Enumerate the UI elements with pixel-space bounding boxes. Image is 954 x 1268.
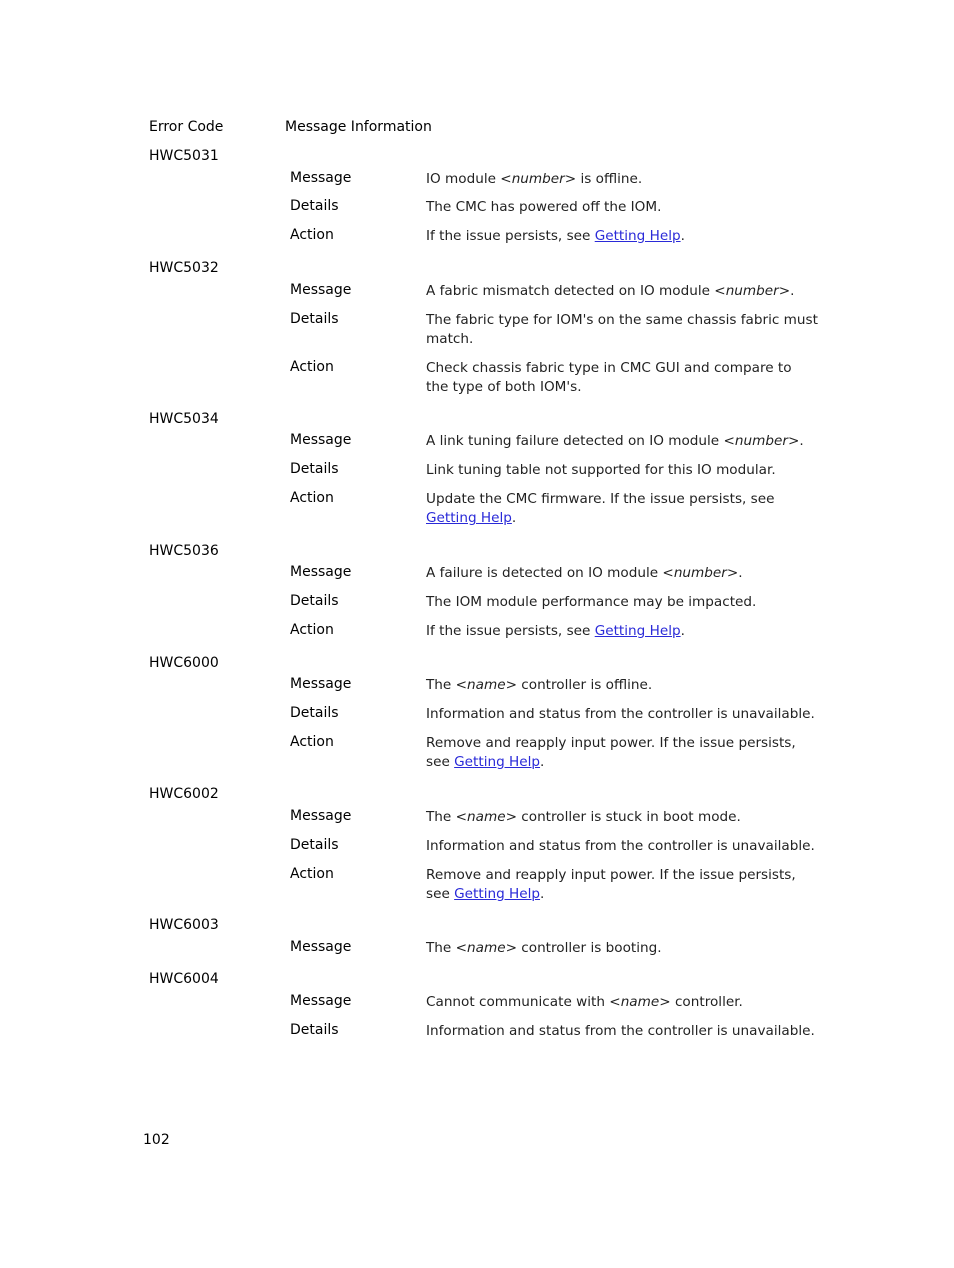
action-text: Remove and reapply input power. If the issue persists, see Getting Help. <box>426 735 796 770</box>
action-text: Check chassis fabric type in CMC GUI and compare to the type of both IOM's. <box>426 360 792 395</box>
placeholder-variable: name <box>467 677 506 693</box>
details-text: Link tuning table not supported for this IO modular. <box>426 462 776 478</box>
details-label: Details <box>290 311 339 327</box>
action-label: Action <box>290 359 334 375</box>
error-code: HWC6002 <box>149 786 219 802</box>
error-code: HWC5031 <box>149 148 219 164</box>
column-header-message-information: Message Information <box>285 119 432 135</box>
placeholder-variable: number <box>511 171 565 187</box>
error-code: HWC6000 <box>149 655 219 671</box>
placeholder-variable: name <box>620 994 660 1010</box>
action-text: Update the CMC firmware. If the issue persists, see Getting Help. <box>426 491 775 526</box>
action-label: Action <box>290 227 334 243</box>
message-label: Message <box>290 993 352 1009</box>
getting-help-link[interactable]: Getting Help <box>454 886 541 902</box>
getting-help-link[interactable]: Getting Help <box>426 510 512 526</box>
message-label: Message <box>290 432 352 448</box>
action-text: If the issue persists, see Getting Help. <box>426 623 685 639</box>
placeholder-variable: name <box>467 809 506 825</box>
getting-help-link[interactable]: Getting Help <box>594 623 681 639</box>
placeholder-variable: number <box>673 565 727 581</box>
error-code: HWC6003 <box>149 917 219 933</box>
placeholder-variable: number <box>734 433 788 449</box>
details-label: Details <box>290 198 339 214</box>
details-text: The fabric type for IOM's on the same chassis fabric must match. <box>426 312 818 347</box>
message-label: Message <box>290 939 352 955</box>
getting-help-link[interactable]: Getting Help <box>594 228 681 244</box>
message-text: The <name> controller is stuck in boot mode. <box>426 809 741 825</box>
action-label: Action <box>290 734 334 750</box>
message-text: The <name> controller is offline. <box>426 677 653 693</box>
details-text: Information and status from the controller is unavailable. <box>426 706 815 722</box>
message-label: Message <box>290 676 352 692</box>
message-text: A link tuning failure detected on IO module <number>. <box>426 433 804 449</box>
placeholder-variable: name <box>467 940 506 956</box>
details-text: Information and status from the controller is unavailable. <box>426 1023 815 1039</box>
details-label: Details <box>290 593 339 609</box>
details-label: Details <box>290 837 339 853</box>
page-number: 102 <box>143 1132 170 1148</box>
message-label: Message <box>290 170 352 186</box>
error-code: HWC5032 <box>149 260 219 276</box>
placeholder-variable: number <box>725 283 779 299</box>
message-label: Message <box>290 808 352 824</box>
action-label: Action <box>290 866 334 882</box>
error-code: HWC5034 <box>149 411 219 427</box>
details-text: Information and status from the controller is unavailable. <box>426 838 815 854</box>
details-label: Details <box>290 705 339 721</box>
error-code: HWC5036 <box>149 543 219 559</box>
message-label: Message <box>290 564 352 580</box>
message-text: IO module <number> is offline. <box>426 171 643 187</box>
message-text: Cannot communicate with <name> controller. <box>426 994 743 1010</box>
column-header-error-code: Error Code <box>149 119 224 135</box>
message-label: Message <box>290 282 352 298</box>
message-text: A fabric mismatch detected on IO module <number>. <box>426 283 795 299</box>
getting-help-link[interactable]: Getting Help <box>454 754 541 770</box>
message-text: A failure is detected on IO module <number>. <box>426 565 743 581</box>
details-label: Details <box>290 1022 339 1038</box>
error-code: HWC6004 <box>149 971 219 987</box>
details-text: The CMC has powered off the IOM. <box>426 199 662 215</box>
details-label: Details <box>290 461 339 477</box>
action-text: Remove and reapply input power. If the issue persists, see Getting Help. <box>426 867 796 902</box>
action-label: Action <box>290 622 334 638</box>
action-label: Action <box>290 490 334 506</box>
details-text: The IOM module performance may be impacted. <box>426 594 757 610</box>
action-text: If the issue persists, see Getting Help. <box>426 228 685 244</box>
message-text: The <name> controller is booting. <box>426 940 662 956</box>
